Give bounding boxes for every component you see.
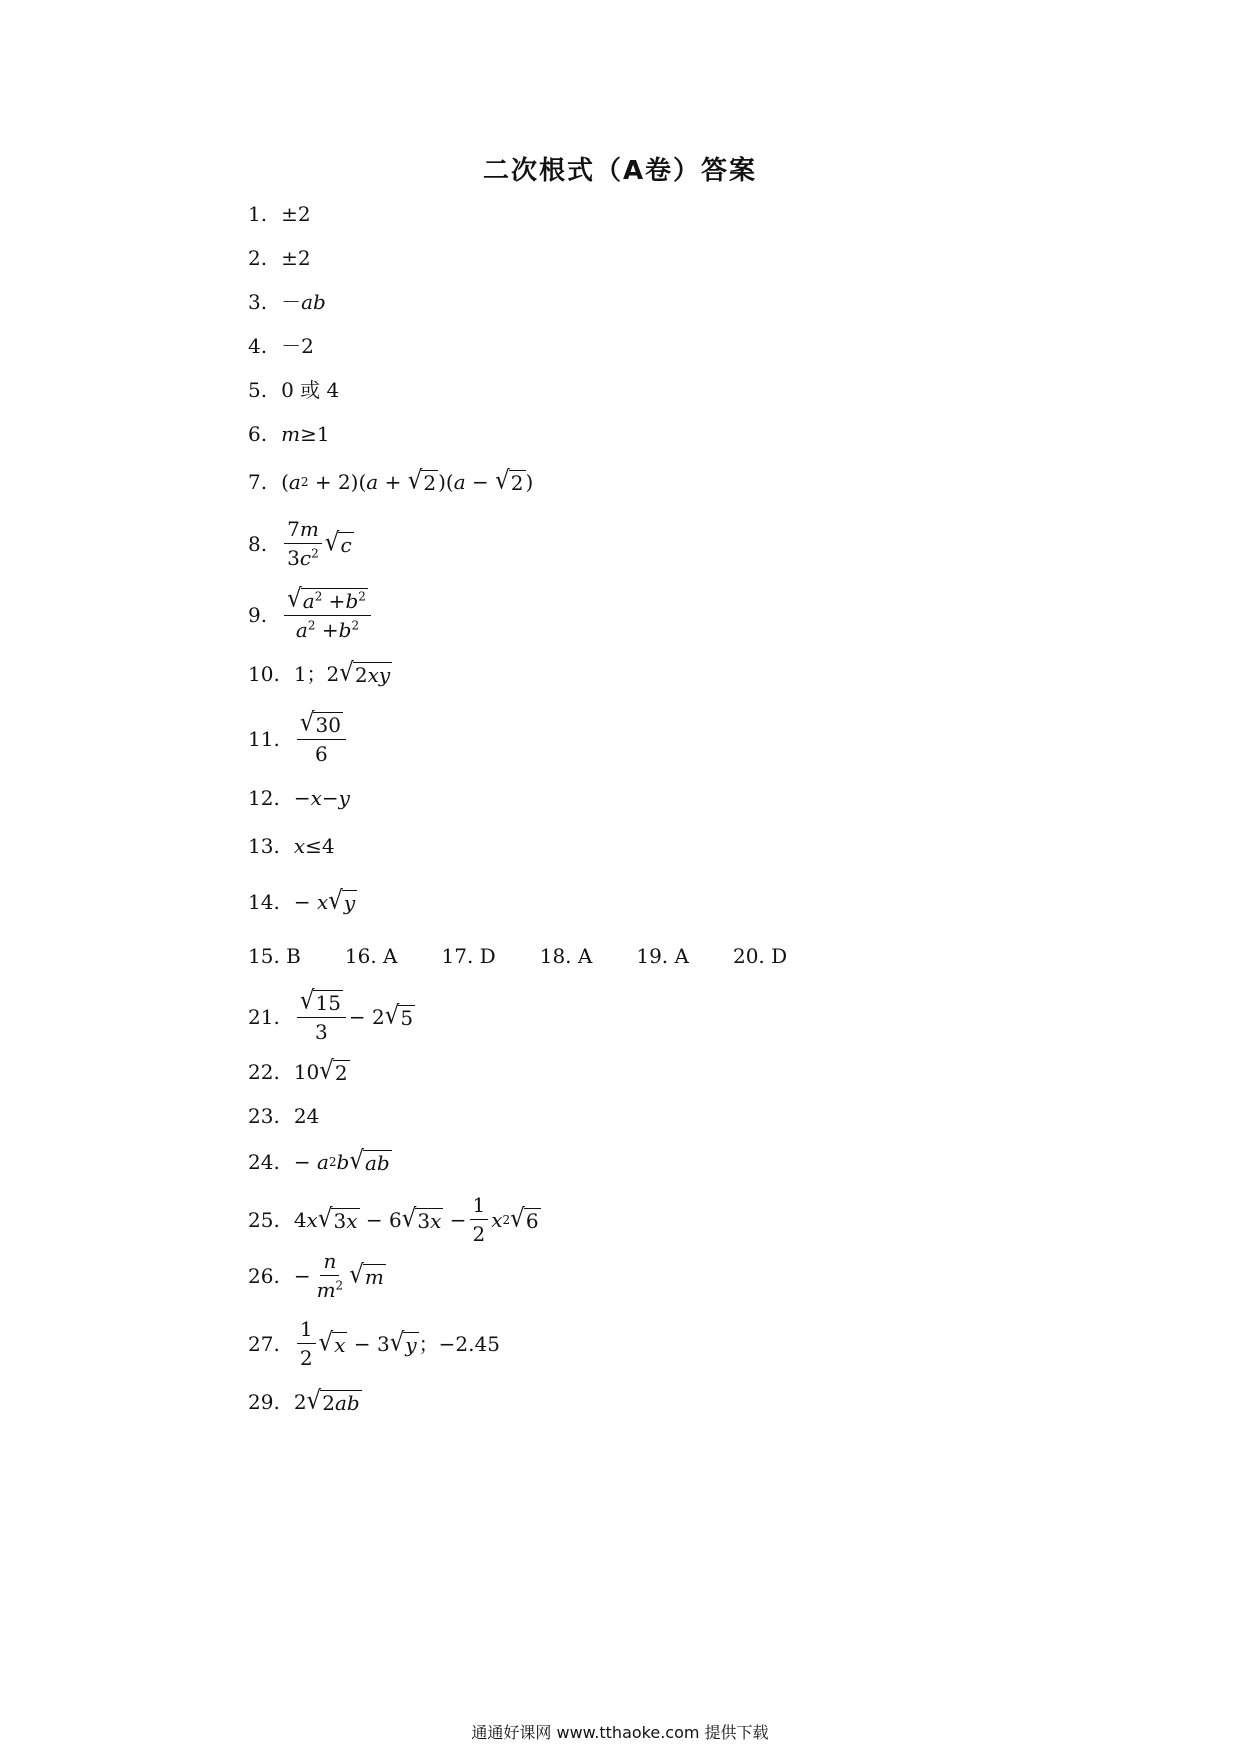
answer-number: 6. (248, 422, 268, 446)
answer-number: 26. (248, 1263, 280, 1288)
answer-number: 10. (248, 662, 280, 686)
answer-number: 4. (248, 334, 268, 358)
answer-text: 0 或 4 (281, 378, 340, 402)
answer-text: ±2 (281, 202, 311, 226)
answer-number: 8. (248, 531, 268, 556)
answer-text: 24 (293, 1104, 320, 1128)
answer-math: 4 x √ 3x − 6 √ 3x − $\frac{1}{2}$ x 2 √ 6 (293, 1193, 539, 1246)
answer-14 (248, 886, 357, 916)
answer-math: 2 √ 2ab (293, 1386, 360, 1416)
answer-25 (248, 1194, 541, 1245)
answer-23 (248, 1106, 319, 1126)
mc-answer-18: 18. A (539, 944, 593, 968)
answer-10 (248, 658, 392, 688)
answer-math: √ $a^2 +b^2$ $a^2 +b^2$ (281, 588, 374, 641)
answer-number: 11. (248, 726, 280, 751)
mc-answer-16: 16. A (344, 944, 398, 968)
answer-11 (248, 708, 349, 766)
answer-24 (248, 1146, 392, 1176)
answer-1 (248, 204, 311, 224)
answer-number: 9. (248, 602, 268, 627)
answer-number: 22. (248, 1060, 280, 1084)
answer-8 (248, 518, 354, 569)
answer-number: 1. (248, 202, 268, 226)
answer-6 (248, 424, 330, 444)
answer-number: 12. (248, 786, 280, 810)
answer-number: 29. (248, 1390, 280, 1414)
answer-math: √ 30 6 (294, 712, 349, 765)
answer-math: − $\frac{n}{m^2}$ √ m (293, 1249, 384, 1302)
answer-9 (248, 584, 374, 642)
answer-number: 5. (248, 378, 268, 402)
answer-13 (248, 836, 335, 856)
answer-3 (248, 292, 326, 312)
answer-number: 25. (248, 1207, 280, 1232)
answer-text: m ≥1 (281, 422, 330, 446)
answer-number: 2. (248, 246, 268, 270)
answer-number: 7. (248, 470, 268, 494)
answer-5 (248, 380, 339, 400)
answer-number: 23. (248, 1104, 280, 1128)
answer-22 (248, 1056, 350, 1086)
answer-math: ( a 2 + 2)( a + √ 2 )( a − √ 2 ) (281, 466, 534, 496)
answer-math: − x √ y (293, 886, 356, 916)
answer-math: 1；2 √ 2xy (293, 658, 391, 688)
answer-29 (248, 1386, 362, 1416)
answer-text: ±2 (281, 246, 311, 270)
answer-math: 10 √ 2 (293, 1056, 348, 1086)
answer-number: 13. (248, 834, 280, 858)
answer-number: 3. (248, 290, 268, 314)
mc-answer-15: 15. B (248, 944, 301, 968)
mc-answer-19: 19. A (636, 944, 689, 968)
page-title: 二次根式（A卷）答案 (482, 156, 758, 186)
answer-4 (248, 336, 314, 356)
answer-27 (248, 1318, 500, 1369)
mc-answer-17: 17. D (441, 944, 496, 968)
mc-answer-20: 20. D (732, 944, 788, 968)
answer-math: √ 15 3 − 2 √ 5 (294, 990, 415, 1043)
answer-math: − a 2 b √ ab (293, 1146, 390, 1176)
answer-2 (248, 248, 311, 268)
answer-number: 24. (248, 1150, 280, 1174)
page-footer: 通通好课网 www.tthaoke.com 提供下载 (471, 1723, 769, 1742)
answer-26 (248, 1250, 386, 1301)
answer-text: －2 (281, 334, 314, 358)
answer-text: － ab (281, 290, 326, 314)
multiple-choice-answers (248, 946, 787, 966)
answer-number: 14. (248, 890, 280, 914)
answer-21 (248, 986, 415, 1044)
answer-12 (248, 788, 350, 808)
answer-number: 27. (248, 1331, 280, 1356)
answer-number: 21. (248, 1004, 280, 1029)
answer-math: $\frac{7m}{3c^2}$ √ c (281, 518, 354, 569)
answer-math: $\frac{1}{2}$ √ x − 3 √ y ；−2.45 (294, 1318, 500, 1369)
answer-7 (248, 466, 534, 496)
answer-text: x ≤4 (293, 834, 335, 858)
answer-text: − x − y (293, 786, 350, 810)
